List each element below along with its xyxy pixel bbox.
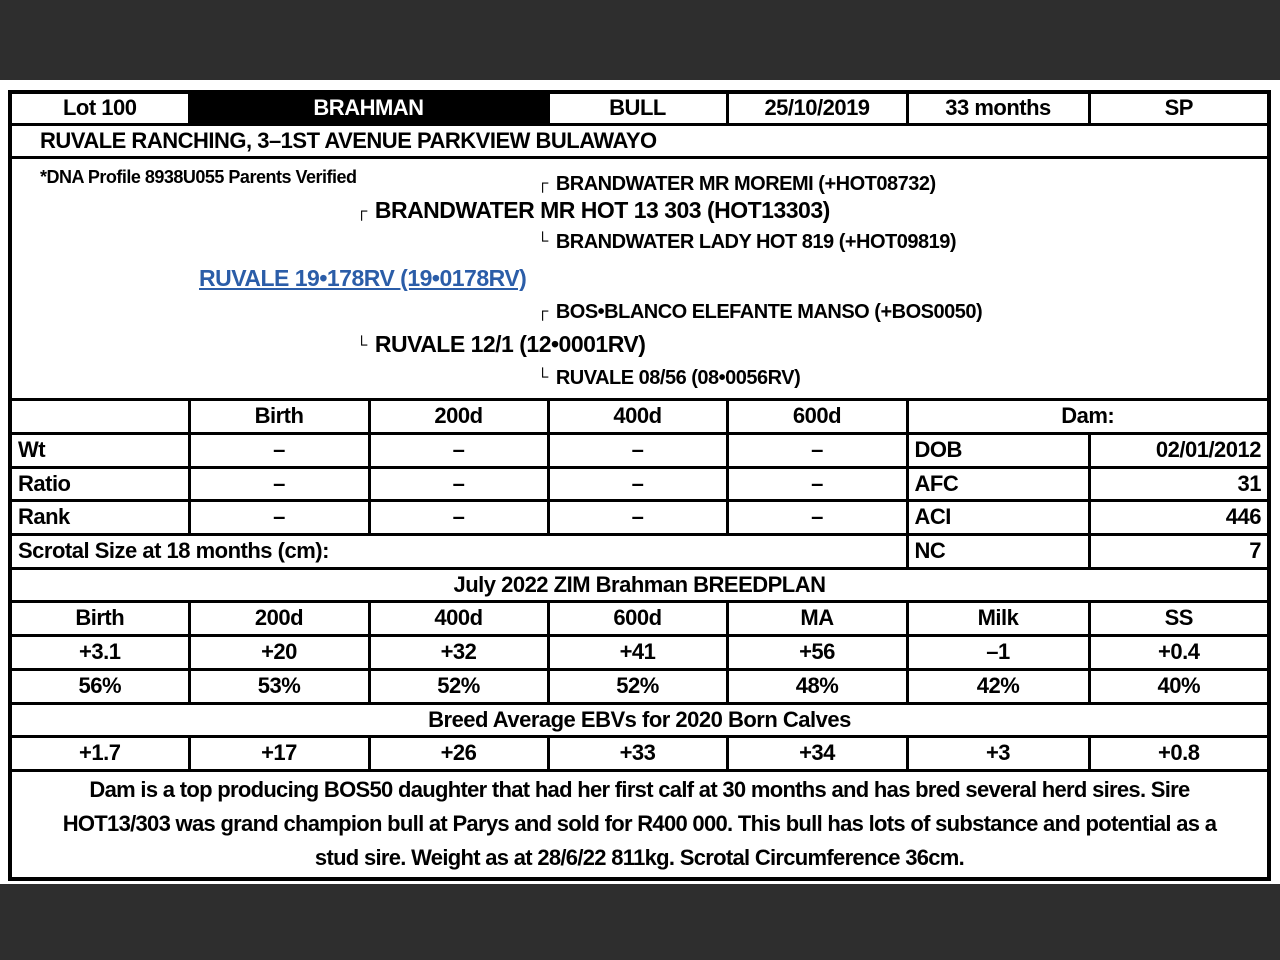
notes-line-2: HOT13/303 was grand champion bull at Parys and sold for R400 000. This bull has lots of substance and potential as a	[62, 811, 1217, 836]
breedplan-header-row	[10, 601, 1269, 635]
dam-dob-value: 02/01/2012	[1089, 433, 1269, 467]
notes-row	[10, 770, 1269, 879]
avg-ss: +0.8	[1089, 736, 1269, 770]
notes-block	[10, 770, 1269, 879]
avg-400d: +26	[369, 736, 548, 770]
ebv-header-400d: 400d	[369, 601, 548, 635]
rank-birth: –	[189, 500, 369, 534]
growth-header-empty	[10, 399, 189, 433]
animal-name-link[interactable]: RUVALE 19•178RV (19•0178RV)	[199, 264, 527, 291]
wt-birth: –	[189, 433, 369, 467]
sire-name: BRANDWATER MR HOT 13 303 (HOT13303)	[374, 196, 830, 223]
dam-aci-value: 446	[1089, 500, 1269, 534]
dam-nc-label: NC	[907, 534, 1089, 568]
animal-line	[199, 265, 526, 292]
dam-nc-value: 7	[1089, 534, 1269, 568]
avg-600d: +33	[548, 736, 727, 770]
ebv-400d: +32	[369, 635, 548, 669]
dam-dam-name: RUVALE 08/56 (08•0056RV)	[555, 366, 801, 389]
ebv-ma: +56	[727, 635, 907, 669]
breed-avg-title-row	[10, 703, 1269, 736]
breed-avg-values-row	[10, 736, 1269, 770]
acc-200d: 53%	[189, 669, 369, 703]
avg-birth: +1.7	[10, 736, 189, 770]
dam-dob-label: DOB	[907, 433, 1089, 467]
status-code: SP	[1089, 92, 1269, 124]
ebv-header-200d: 200d	[189, 601, 369, 635]
table-row-wt	[10, 433, 1269, 467]
sire-dam-line	[537, 231, 956, 254]
table-row-ratio	[10, 467, 1269, 500]
ebv-header-birth: Birth	[10, 601, 189, 635]
ebv-values-row	[10, 635, 1269, 669]
rank-400d: –	[548, 500, 727, 534]
avg-200d: +17	[189, 736, 369, 770]
growth-header-400d: 400d	[548, 399, 727, 433]
age: 33 months	[907, 92, 1089, 124]
acc-birth: 56%	[10, 669, 189, 703]
scrotal-row	[10, 534, 1269, 568]
ebv-ss: +0.4	[1089, 635, 1269, 669]
tree-corner-top-icon: ┌	[356, 202, 367, 220]
tree-corner-bottom-icon: └	[537, 232, 548, 250]
notes-line-1: Dam is a top producing BOS50 daughter that had her first calf at 30 months and has bred several herd sires. Sire	[89, 777, 1190, 802]
header-row	[10, 92, 1269, 124]
tree-corner-top-icon: ┌	[537, 302, 548, 320]
top-dark-band	[0, 0, 1280, 80]
seller-address: RUVALE RANCHING, 3–1ST AVENUE PARKVIEW BULAWAYO	[10, 124, 1269, 157]
table-row-rank	[10, 500, 1269, 534]
sire-sire-name: BRANDWATER MR MOREMI (+HOT08732)	[555, 172, 936, 195]
sire-line	[356, 197, 830, 224]
row-label-ratio: Ratio	[10, 467, 189, 500]
dam-sire-line	[537, 301, 982, 324]
address-row	[10, 124, 1269, 157]
pedigree-row	[10, 157, 1269, 399]
ebv-header-milk: Milk	[907, 601, 1089, 635]
ebv-header-ma: MA	[727, 601, 907, 635]
breedplan-title: July 2022 ZIM Brahman BREEDPLAN	[10, 568, 1269, 601]
dam-afc-value: 31	[1089, 467, 1269, 500]
wt-200d: –	[369, 433, 548, 467]
ebv-600d: +41	[548, 635, 727, 669]
ebv-200d: +20	[189, 635, 369, 669]
tree-corner-top-icon: ┌	[537, 174, 548, 192]
rank-600d: –	[727, 500, 907, 534]
ebv-birth: +3.1	[10, 635, 189, 669]
tree-corner-bottom-icon: └	[537, 368, 548, 386]
dam-sire-name: BOS•BLANCO ELEFANTE MANSO (+BOS0050)	[555, 300, 983, 323]
dam-aci-label: ACI	[907, 500, 1089, 534]
avg-milk: +3	[907, 736, 1089, 770]
dam-dam-line	[537, 367, 800, 390]
acc-milk: 42%	[907, 669, 1089, 703]
ebv-accuracy-row	[10, 669, 1269, 703]
growth-header-600d: 600d	[727, 399, 907, 433]
growth-header-200d: 200d	[369, 399, 548, 433]
ebv-header-600d: 600d	[548, 601, 727, 635]
dam-afc-label: AFC	[907, 467, 1089, 500]
ratio-birth: –	[189, 467, 369, 500]
birth-date: 25/10/2019	[727, 92, 907, 124]
growth-header-row	[10, 399, 1269, 433]
avg-ma: +34	[727, 736, 907, 770]
acc-400d: 52%	[369, 669, 548, 703]
notes-line-3: stud sire. Weight as at 28/6/22 811kg. Scrotal Circumference 36cm.	[314, 845, 965, 870]
sire-dam-name: BRANDWATER LADY HOT 819 (+HOT09819)	[555, 230, 957, 253]
bottom-dark-band	[0, 884, 1280, 960]
wt-400d: –	[548, 433, 727, 467]
row-label-wt: Wt	[10, 433, 189, 467]
sex: BULL	[548, 92, 727, 124]
growth-header-birth: Birth	[189, 399, 369, 433]
acc-ma: 48%	[727, 669, 907, 703]
tree-corner-bottom-icon: └	[356, 336, 367, 354]
ratio-400d: –	[548, 467, 727, 500]
acc-ss: 40%	[1089, 669, 1269, 703]
rank-200d: –	[369, 500, 548, 534]
dam-name: RUVALE 12/1 (12•0001RV)	[374, 330, 646, 357]
ratio-200d: –	[369, 467, 548, 500]
dna-profile-text: *DNA Profile 8938U055 Parents Verified	[40, 166, 357, 187]
lot-number: Lot 100	[10, 92, 189, 124]
breedplan-title-row	[10, 568, 1269, 601]
pedigree-block	[10, 157, 1269, 399]
row-label-rank: Rank	[10, 500, 189, 534]
breed-name: BRAHMAN	[189, 92, 548, 124]
breed-avg-title: Breed Average EBVs for 2020 Born Calves	[10, 703, 1269, 736]
ratio-600d: –	[727, 467, 907, 500]
wt-600d: –	[727, 433, 907, 467]
ebv-header-ss: SS	[1089, 601, 1269, 635]
sire-sire-line	[537, 173, 936, 196]
scrotal-size-label: Scrotal Size at 18 months (cm):	[10, 534, 907, 568]
acc-600d: 52%	[548, 669, 727, 703]
dam-line	[356, 331, 645, 358]
ebv-milk: –1	[907, 635, 1089, 669]
dam-header: Dam:	[907, 399, 1269, 433]
lot-sheet	[8, 90, 1271, 881]
